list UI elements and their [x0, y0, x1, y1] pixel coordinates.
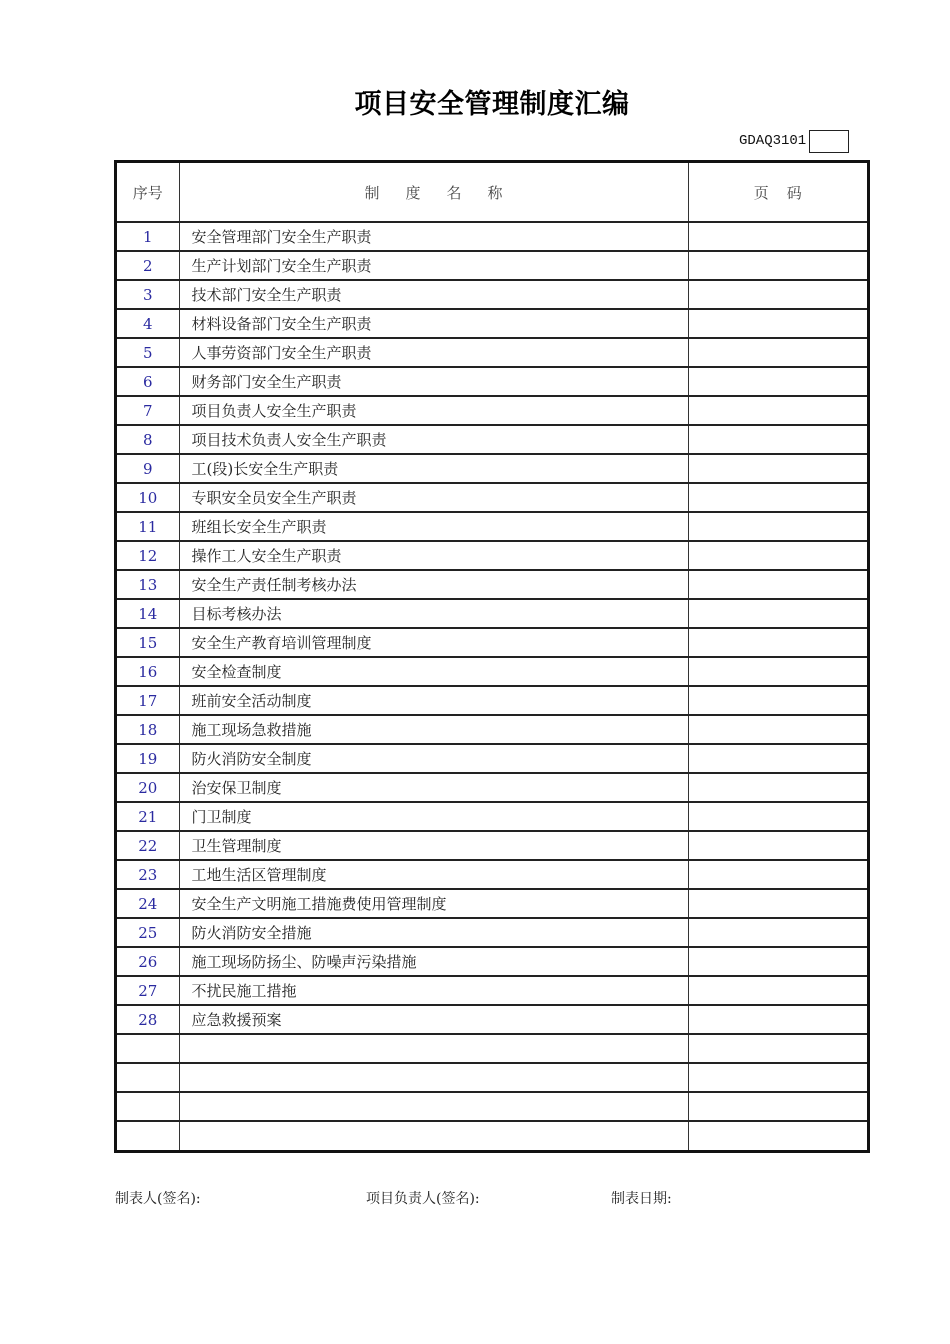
row-regulation-name: 操作工人安全生产职责 [179, 541, 688, 570]
row-page-number-cell[interactable] [688, 570, 867, 599]
row-serial-number: 8 [117, 425, 179, 454]
row-regulation-name: 施工现场防扬尘、防噪声污染措施 [179, 947, 688, 976]
row-regulation-name: 门卫制度 [179, 802, 688, 831]
row-serial-number: 24 [117, 889, 179, 918]
row-page-number-cell[interactable] [688, 541, 867, 570]
row-regulation-name [179, 1092, 688, 1121]
row-regulation-name: 安全生产文明施工措施费使用管理制度 [179, 889, 688, 918]
row-regulation-name [179, 1063, 688, 1092]
row-serial-number: 14 [117, 599, 179, 628]
row-serial-number: 25 [117, 918, 179, 947]
row-page-number-cell[interactable] [688, 396, 867, 425]
row-regulation-name: 安全管理部门安全生产职责 [179, 222, 688, 251]
row-regulation-name: 应急救援预案 [179, 1005, 688, 1034]
row-regulation-name: 班组长安全生产职责 [179, 512, 688, 541]
row-serial-number: 16 [117, 657, 179, 686]
table-row [117, 947, 867, 976]
row-regulation-name: 生产计划部门安全生产职责 [179, 251, 688, 280]
regulations-table [114, 160, 870, 1153]
row-serial-number: 11 [117, 512, 179, 541]
table-row [117, 860, 867, 889]
row-regulation-name: 班前安全活动制度 [179, 686, 688, 715]
row-page-number-cell[interactable] [688, 802, 867, 831]
row-page-number-cell[interactable] [688, 425, 867, 454]
row-serial-number [117, 1121, 179, 1150]
table-row [117, 425, 867, 454]
table-row [117, 280, 867, 309]
row-page-number-cell[interactable] [688, 454, 867, 483]
header-page-number: 页码 [688, 163, 867, 222]
table-header-row [117, 163, 867, 222]
table-row [117, 222, 867, 251]
table-row [117, 1005, 867, 1034]
row-serial-number: 1 [117, 222, 179, 251]
row-regulation-name: 治安保卫制度 [179, 773, 688, 802]
table-row [117, 918, 867, 947]
table-row [117, 657, 867, 686]
table-row [117, 512, 867, 541]
row-page-number-cell[interactable] [688, 367, 867, 396]
row-regulation-name: 工(段)长安全生产职责 [179, 454, 688, 483]
table-row [117, 802, 867, 831]
row-serial-number: 28 [117, 1005, 179, 1034]
table-row [117, 1092, 867, 1121]
header-regulation-name: 制度名称 [179, 163, 688, 222]
row-page-number-cell[interactable] [688, 976, 867, 1005]
table-row [117, 1063, 867, 1092]
row-serial-number: 6 [117, 367, 179, 396]
table-row [117, 599, 867, 628]
row-serial-number: 12 [117, 541, 179, 570]
row-regulation-name: 施工现场急救措施 [179, 715, 688, 744]
table-row [117, 541, 867, 570]
row-page-number-cell[interactable] [688, 1121, 867, 1150]
row-regulation-name: 专职安全员安全生产职责 [179, 483, 688, 512]
row-regulation-name: 卫生管理制度 [179, 831, 688, 860]
row-regulation-name: 财务部门安全生产职责 [179, 367, 688, 396]
row-page-number-cell[interactable] [688, 338, 867, 367]
row-page-number-cell[interactable] [688, 686, 867, 715]
row-page-number-cell[interactable] [688, 309, 867, 338]
row-regulation-name: 目标考核办法 [179, 599, 688, 628]
row-serial-number [117, 1063, 179, 1092]
row-page-number-cell[interactable] [688, 1092, 867, 1121]
row-serial-number: 23 [117, 860, 179, 889]
row-serial-number: 7 [117, 396, 179, 425]
row-page-number-cell[interactable] [688, 657, 867, 686]
table-row [117, 309, 867, 338]
header-serial-number: 序号 [117, 163, 179, 222]
row-page-number-cell[interactable] [688, 715, 867, 744]
row-page-number-cell[interactable] [688, 744, 867, 773]
row-page-number-cell[interactable] [688, 599, 867, 628]
table-row [117, 889, 867, 918]
row-serial-number: 4 [117, 309, 179, 338]
table-row [117, 686, 867, 715]
row-serial-number: 27 [117, 976, 179, 1005]
form-code-label: GDAQ3101 [739, 133, 807, 149]
row-page-number-cell[interactable] [688, 1034, 867, 1063]
row-page-number-cell[interactable] [688, 280, 867, 309]
row-page-number-cell[interactable] [688, 831, 867, 860]
row-page-number-cell[interactable] [688, 512, 867, 541]
row-regulation-name: 材料设备部门安全生产职责 [179, 309, 688, 338]
project-lead-signature-label: 项目负责人(签名): [366, 1191, 480, 1207]
table-row [117, 1034, 867, 1063]
row-regulation-name: 防火消防安全措施 [179, 918, 688, 947]
table-row [117, 454, 867, 483]
row-regulation-name: 人事劳资部门安全生产职责 [179, 338, 688, 367]
document-title: 项目安全管理制度汇编 [354, 89, 630, 120]
table-row [117, 976, 867, 1005]
row-page-number-cell[interactable] [688, 889, 867, 918]
row-regulation-name: 工地生活区管理制度 [179, 860, 688, 889]
row-regulation-name [179, 1121, 688, 1150]
row-serial-number: 22 [117, 831, 179, 860]
row-page-number-cell[interactable] [688, 483, 867, 512]
row-page-number-cell[interactable] [688, 222, 867, 251]
prepared-date-label: 制表日期: [611, 1191, 672, 1207]
row-regulation-name: 技术部门安全生产职责 [179, 280, 688, 309]
row-serial-number: 10 [117, 483, 179, 512]
row-serial-number: 19 [117, 744, 179, 773]
row-regulation-name [179, 1034, 688, 1063]
row-page-number-cell[interactable] [688, 251, 867, 280]
row-serial-number: 17 [117, 686, 179, 715]
table-row [117, 628, 867, 657]
row-serial-number: 3 [117, 280, 179, 309]
row-serial-number: 2 [117, 251, 179, 280]
form-code [739, 129, 849, 153]
row-serial-number: 18 [117, 715, 179, 744]
row-page-number-cell[interactable] [688, 628, 867, 657]
row-page-number-cell[interactable] [688, 947, 867, 976]
row-serial-number: 21 [117, 802, 179, 831]
row-regulation-name: 不扰民施工措拖 [179, 976, 688, 1005]
row-serial-number: 9 [117, 454, 179, 483]
row-serial-number [117, 1034, 179, 1063]
row-regulation-name: 安全生产教育培训管理制度 [179, 628, 688, 657]
row-page-number-cell[interactable] [688, 1063, 867, 1092]
table-row [117, 396, 867, 425]
table-row [117, 338, 867, 367]
row-page-number-cell[interactable] [688, 918, 867, 947]
table-row [117, 773, 867, 802]
preparer-signature-label: 制表人(签名): [115, 1191, 201, 1207]
table-row [117, 744, 867, 773]
table-row [117, 715, 867, 744]
table-row [117, 831, 867, 860]
row-page-number-cell[interactable] [688, 773, 867, 802]
row-regulation-name: 项目负责人安全生产职责 [179, 396, 688, 425]
row-page-number-cell[interactable] [688, 860, 867, 889]
signature-footer [115, 1188, 875, 1208]
row-regulation-name: 防火消防安全制度 [179, 744, 688, 773]
row-serial-number [117, 1092, 179, 1121]
row-regulation-name: 安全生产责任制考核办法 [179, 570, 688, 599]
row-serial-number: 5 [117, 338, 179, 367]
table-row [117, 483, 867, 512]
table-row [117, 570, 867, 599]
table-row [117, 367, 867, 396]
row-regulation-name: 安全检查制度 [179, 657, 688, 686]
row-serial-number: 20 [117, 773, 179, 802]
form-code-box[interactable] [809, 130, 849, 153]
row-regulation-name: 项目技术负责人安全生产职责 [179, 425, 688, 454]
row-serial-number: 13 [117, 570, 179, 599]
row-serial-number: 15 [117, 628, 179, 657]
row-serial-number: 26 [117, 947, 179, 976]
table-row [117, 1121, 867, 1150]
table-row [117, 251, 867, 280]
row-page-number-cell[interactable] [688, 1005, 867, 1034]
